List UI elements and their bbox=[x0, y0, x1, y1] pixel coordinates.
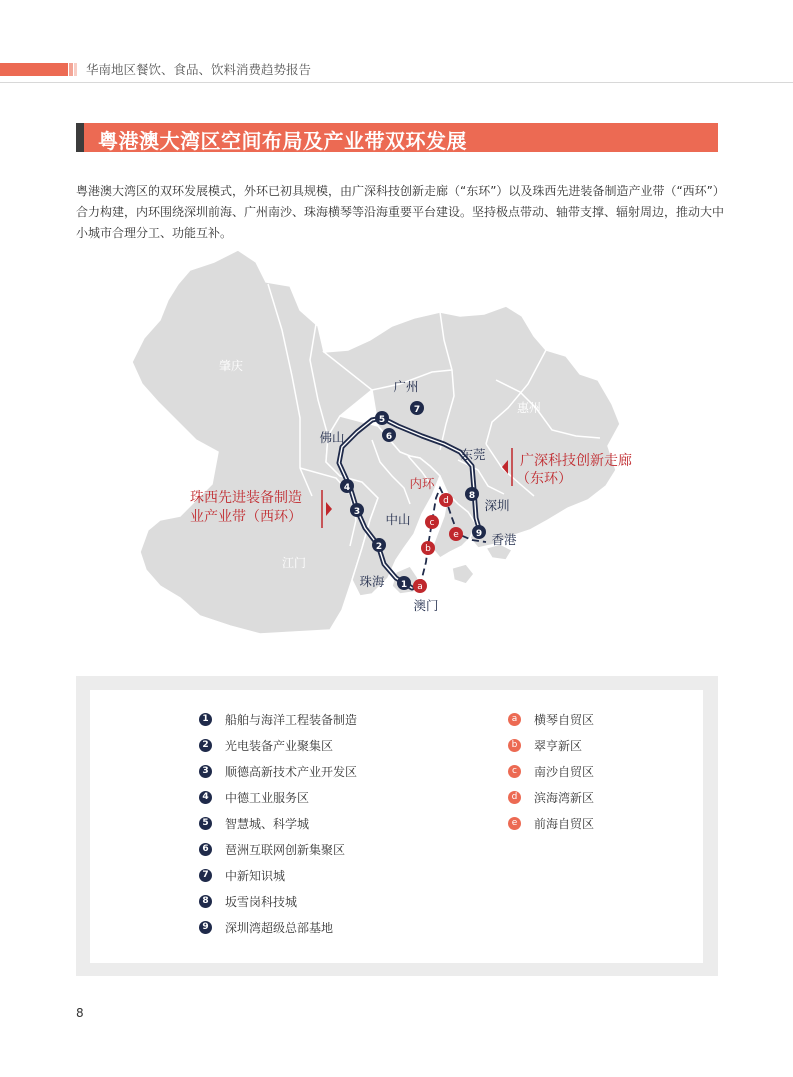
legend-item bbox=[199, 788, 309, 806]
city-label-zhongshan: 中山 bbox=[385, 512, 411, 527]
legend-item bbox=[508, 788, 594, 806]
section-title: 粤港澳大湾区空间布局及产业带双环发展 bbox=[98, 129, 467, 153]
west-ring-label-line2: 业产业带（西环） bbox=[190, 509, 302, 525]
marker-1 bbox=[397, 576, 411, 590]
marker-3 bbox=[350, 503, 364, 517]
svg-text:c: c bbox=[429, 518, 435, 528]
legend-marker: 7 bbox=[199, 869, 212, 882]
legend-label: 前海自贸区 bbox=[534, 816, 595, 831]
svg-text:a: a bbox=[417, 582, 423, 592]
legend-item bbox=[199, 918, 333, 936]
region-label-huizhou: 惠州 bbox=[516, 401, 542, 415]
legend-item bbox=[199, 762, 357, 780]
svg-text:8: 8 bbox=[468, 491, 476, 501]
marker-8 bbox=[465, 487, 479, 501]
marker-d bbox=[439, 493, 453, 507]
legend-panel bbox=[90, 690, 703, 963]
legend-label: 船舶与海洋工程装备制造 bbox=[225, 712, 358, 727]
legend-label: 南沙自贸区 bbox=[534, 764, 595, 779]
legend-label: 中新知识城 bbox=[225, 868, 286, 883]
legend-label: 滨海湾新区 bbox=[534, 790, 595, 805]
east-ring-label-line1: 广深科技创新走廊 bbox=[520, 453, 632, 469]
svg-text:3: 3 bbox=[353, 507, 361, 517]
svg-text:7: 7 bbox=[413, 405, 421, 415]
legend-label: 琶洲互联网创新集聚区 bbox=[225, 842, 346, 857]
legend-label: 顺德高新技术产业开发区 bbox=[225, 764, 358, 779]
west-ring-label-line1: 珠西先进装备制造 bbox=[190, 490, 302, 506]
legend-marker: 1 bbox=[199, 713, 212, 726]
city-label-macau: 澳门 bbox=[413, 598, 439, 613]
svg-text:b: b bbox=[425, 544, 431, 554]
report-title: 华南地区餐饮、食品、饮料消费趋势报告 bbox=[86, 62, 312, 77]
legend-marker: e bbox=[508, 817, 521, 830]
legend-marker: a bbox=[508, 713, 521, 726]
land-island bbox=[452, 564, 474, 584]
legend-marker: b bbox=[508, 739, 521, 752]
marker-6 bbox=[382, 428, 396, 442]
legend-marker: d bbox=[508, 791, 521, 804]
svg-text:d: d bbox=[443, 496, 449, 506]
svg-text:4: 4 bbox=[343, 483, 351, 493]
svg-text:5: 5 bbox=[378, 415, 386, 425]
legend-item bbox=[199, 814, 309, 832]
intro-paragraph: 粤港澳大湾区的双环发展模式，外环已初具规模，由广深科技创新走廊（“东环”）以及珠西先进装备制造产业带（“西环”）合力构建，内环围绕深圳前海、广州南沙、珠海横琴等沿海重要平台建设。坚持极点带动、轴带支撑、辐射周边，推动大中小城市合理分工、功能互补。 bbox=[76, 184, 725, 240]
city-label-zhuhai: 珠海 bbox=[359, 574, 385, 589]
east-ring-label-line2: （东环） bbox=[516, 471, 572, 487]
legend-marker: 4 bbox=[199, 791, 212, 804]
marker-7 bbox=[410, 401, 424, 415]
legend-label: 中德工业服务区 bbox=[225, 790, 310, 805]
legend-label: 坂雪岗科技城 bbox=[225, 894, 298, 909]
legend-label: 横琴自贸区 bbox=[534, 712, 595, 727]
legend-label: 翠亨新区 bbox=[534, 738, 583, 753]
marker-5 bbox=[375, 411, 389, 425]
legend-marker: c bbox=[508, 765, 521, 778]
legend-marker: 3 bbox=[199, 765, 212, 778]
legend-marker: 5 bbox=[199, 817, 212, 830]
legend-item bbox=[508, 814, 594, 832]
legend-label: 深圳湾超级总部基地 bbox=[225, 920, 334, 935]
region-label-zhaoqing: 肇庆 bbox=[218, 359, 244, 373]
svg-text:2: 2 bbox=[375, 542, 383, 552]
city-label-dongguan: 东莞 bbox=[460, 447, 486, 462]
legend-item bbox=[199, 892, 297, 910]
svg-text:6: 6 bbox=[385, 432, 393, 442]
city-label-hongkong: 香港 bbox=[491, 532, 517, 547]
region-label-jiangmen: 江门 bbox=[281, 556, 307, 570]
legend-item bbox=[508, 710, 594, 728]
page-number: 8 bbox=[76, 1006, 84, 1020]
legend-item bbox=[199, 866, 285, 884]
legend-item bbox=[199, 840, 345, 858]
legend-marker: 8 bbox=[199, 895, 212, 908]
legend-marker: 9 bbox=[199, 921, 212, 934]
legend-item bbox=[199, 736, 333, 754]
marker-a bbox=[413, 579, 427, 593]
city-label-shenzhen: 深圳 bbox=[484, 498, 510, 513]
legend-item bbox=[199, 710, 357, 728]
marker-2 bbox=[372, 538, 386, 552]
marker-c bbox=[425, 515, 439, 529]
svg-text:e: e bbox=[453, 530, 459, 540]
inner-ring-label: 内环 bbox=[409, 476, 435, 491]
marker-b bbox=[421, 541, 435, 555]
marker-9 bbox=[472, 525, 486, 539]
legend-marker: 6 bbox=[199, 843, 212, 856]
marker-4 bbox=[340, 479, 354, 493]
city-label-foshan: 佛山 bbox=[319, 430, 345, 445]
city-label-guangzhou: 广州 bbox=[393, 379, 419, 394]
legend-label: 光电装备产业聚集区 bbox=[225, 738, 334, 753]
svg-text:1: 1 bbox=[400, 580, 408, 590]
marker-e bbox=[449, 527, 463, 541]
legend-label: 智慧城、科学城 bbox=[225, 816, 310, 831]
legend-marker: 2 bbox=[199, 739, 212, 752]
svg-text:9: 9 bbox=[475, 529, 483, 539]
legend-item bbox=[508, 736, 582, 754]
legend-item bbox=[508, 762, 594, 780]
